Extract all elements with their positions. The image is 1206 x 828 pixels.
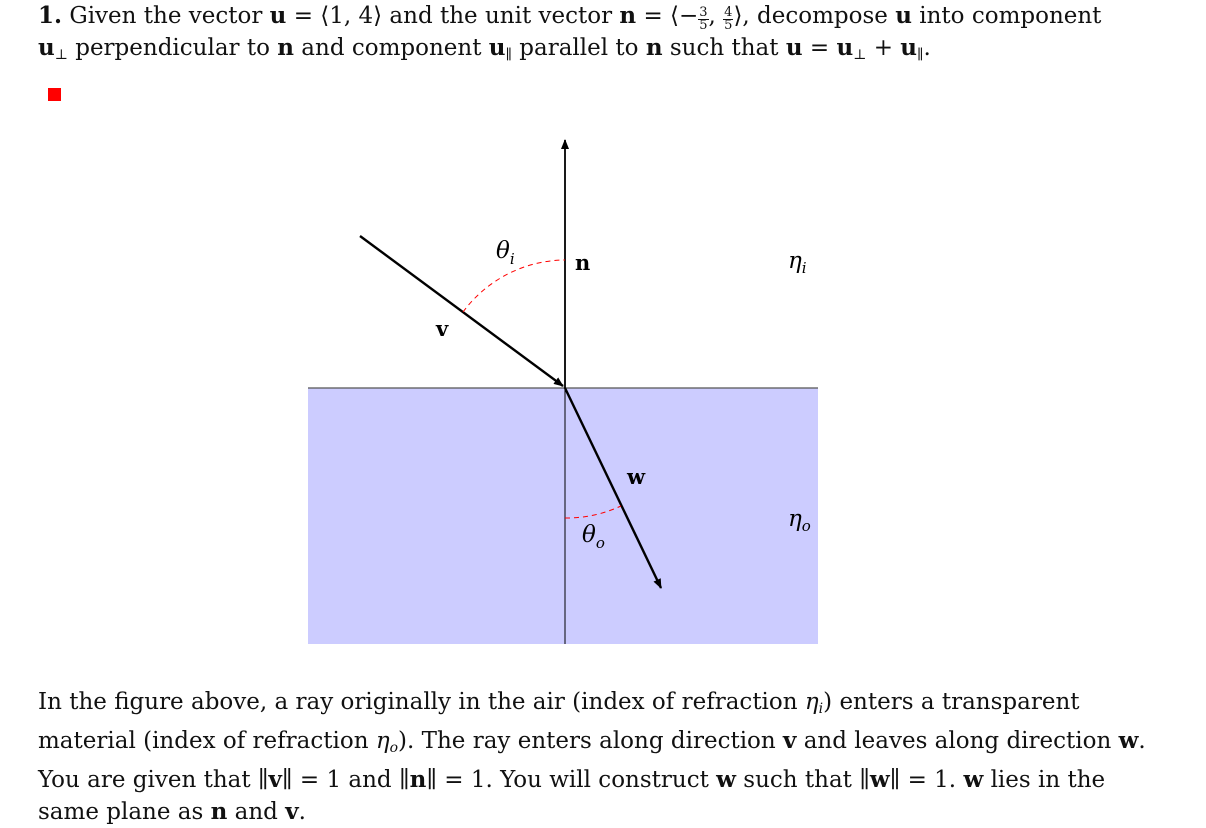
fraction-2-denominator: 5 [724,18,733,33]
caption-eta-o-sub: o [389,740,399,756]
caption-vector-n: n [409,766,427,793]
par-subscript: ∥ [505,47,512,63]
eta-o-subscript: o [801,517,811,535]
problem-text-5: parallel to [519,35,639,61]
caption-vector-n-2: n [210,798,228,825]
problem-text-2: into component [919,3,1102,29]
eta-o-symbol: η [788,506,802,532]
par-subscript-2: ∥ [917,47,924,63]
theta-i-subscript: i [509,250,515,268]
caption-end: . [298,799,306,825]
label-w: w [627,464,646,489]
vector-n: n [619,2,637,29]
caption-text-1: In the figure above, a ray originally in the air (index of refraction [38,689,798,715]
caption-vector-w-2: w [716,766,736,793]
fraction-three-fifths [698,7,708,32]
eta-i-subscript: i [801,259,807,277]
norm-n-close: ∥ = 1. You will construct [426,767,709,793]
label-eta-i [788,248,807,277]
caption-eta-i-sub: i [818,701,824,717]
vector-u-par: u [488,34,506,61]
norm-n-open: ∥ [398,767,410,793]
material-region [308,388,818,644]
red-square-marker [48,88,61,101]
caption-eta-o: η [375,728,390,754]
incident-arrow-v [360,236,563,386]
figure-caption [38,686,1168,828]
problem-text-6: such that [669,35,779,61]
fraction-1-denominator: 5 [699,18,708,33]
label-v: v [436,316,449,341]
problem-text-1: Given the vector [69,3,263,29]
refraction-diagram [300,130,830,650]
problem-comma: , [708,3,716,29]
caption-text-8: and [234,799,278,825]
problem-plus: + [873,35,893,61]
fraction-2-numerator: 4 [724,5,733,20]
caption-text-6: such that [743,767,852,793]
vector-u: u [269,2,287,29]
problem-statement [38,0,1168,71]
caption-eta-i: η [804,689,819,715]
vector-n-3: n [645,34,663,61]
perp-subscript-2: ⊥ [853,47,867,63]
theta-i-symbol: θ [496,238,510,264]
fraction-1-numerator: 3 [699,5,708,20]
problem-eq-2-close: ⟩, decompose [733,3,888,29]
problem-text-3: perpendicular to [75,35,270,61]
caption-vector-v-3: v [285,798,299,825]
fraction-four-fifths [723,7,733,32]
caption-vector-w: w [1118,727,1139,754]
problem-number: 1. [38,2,63,29]
theta-o-symbol: θ [582,522,596,548]
caption-text-3: ). The ray enters along direction [398,728,776,754]
caption-vector-w-3: w [869,766,890,793]
caption-text-4: and leaves along direction [803,728,1112,754]
norm-w-close: ∥ = 1. [889,767,957,793]
vector-u-perp: u [38,34,55,61]
eta-i-symbol: η [788,248,802,274]
vector-u-3: u [785,34,803,61]
vector-u-perp-2: u [836,34,854,61]
norm-v-close: ∥ = 1 and [281,767,392,793]
caption-vector-v: v [783,727,797,754]
vector-n-2: n [277,34,294,61]
vector-u-2: u [895,2,912,29]
norm-v-open: ∥ [257,767,269,793]
label-theta-i [496,238,515,268]
label-n: n [575,250,591,275]
problem-eq-3: = [809,35,830,61]
norm-w-open: ∥ [859,767,870,793]
vector-u-par-2: u [900,34,918,61]
problem-period: . [923,35,931,61]
perp-subscript: ⊥ [54,47,68,63]
caption-text-5: . You are given that [38,728,1146,793]
theta-o-subscript: o [595,534,605,552]
problem-eq-2-open: = ⟨− [643,3,699,29]
problem-eq-1: = ⟨1, 4⟩ and the unit vector [293,3,613,29]
caption-vector-w-4: w [963,766,984,793]
problem-text-4: and component [301,35,482,61]
caption-vector-v-2: v [268,766,282,793]
caption-text-2: ) enters a transparent material (index of refraction [38,689,1080,754]
caption-text-7: lies in the same plane as [38,767,1106,825]
